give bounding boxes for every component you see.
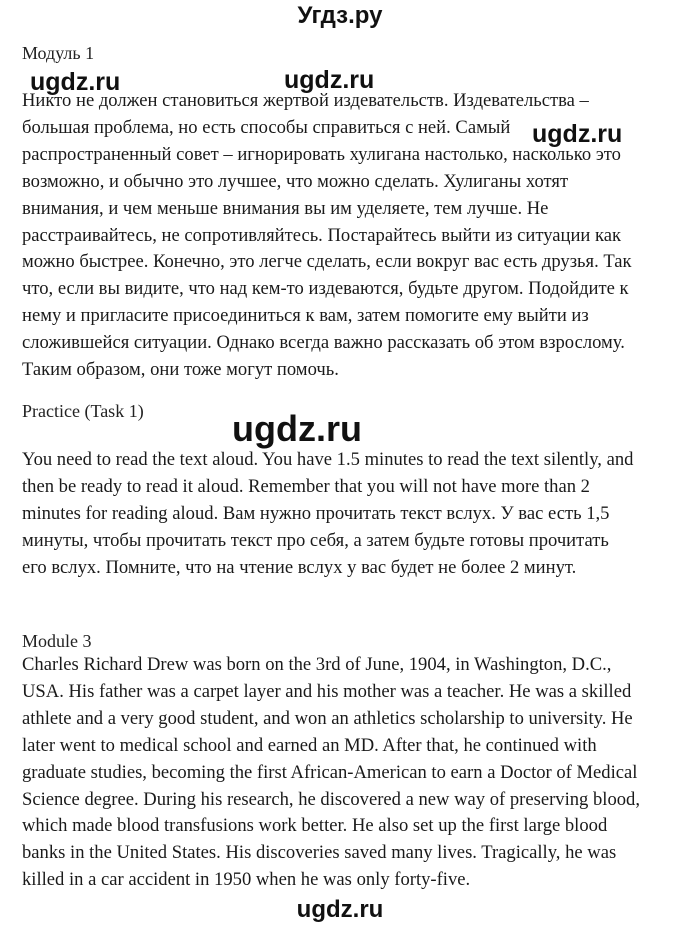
text-line: You need to read the text aloud. You have 1.5 minutes to read the text silently, and — [22, 449, 634, 470]
text-line: banks in the United States. His discoveries saved many lives. Tragically, he was — [22, 842, 617, 864]
watermark: ugdz.ru — [296, 896, 384, 923]
text-line: later went to medical school and earned an MD. After that, he continued with — [22, 734, 597, 756]
text-line: graduate studies, becoming the first African-American to earn a Doctor of Medical — [22, 761, 638, 783]
text-line: сложившейся ситуации. Однако всегда важно рассказать об этом взрослому. — [22, 332, 625, 354]
watermark: ugdz.ru — [30, 68, 121, 96]
text-line: Таким образом, они тоже могут помочь. — [22, 359, 339, 381]
text-line: Charles Richard Drew was born on the 3rd of June, 1904, in Washington, D.C., — [22, 654, 612, 675]
practice-text — [22, 447, 662, 582]
text-line: его вслух. Помните, что на чтение вслух у вас будет не более 2 минут. — [22, 556, 577, 578]
practice-heading: Practice (Task 1) — [22, 401, 144, 421]
text-line: нему и пригласите присоединиться к вам, затем помогите ему выйти из — [22, 305, 589, 327]
module-3-text — [22, 652, 662, 894]
text-line: возможно, и обычно это лучшее, что можно сделать. Хулиганы хотят — [22, 170, 569, 192]
watermark: ugdz.ru — [284, 66, 375, 94]
text-line: можно быстрее. Конечно, это легче сделать, если вокруг вас есть друзья. Так — [22, 251, 632, 273]
watermark: ugdz.ru — [532, 120, 623, 148]
text-line: внимания, и чем меньше внимания вы им уделяете, тем лучше. Не — [22, 197, 549, 219]
text-line: minutes for reading aloud. Вам нужно прочитать текст вслух. У вас есть 1,5 — [22, 502, 610, 524]
text-line: USA. His father was a carpet layer and his mother was a teacher. He was a skilled — [22, 680, 632, 702]
text-line: что, если вы видите, что над кем-то издеваются, будьте другом. Подойдите к — [22, 278, 629, 300]
module-3-heading: Module 3 — [22, 631, 92, 651]
text-line: минуты, чтобы прочитать текст про себя, а затем будьте готовы прочитать — [22, 529, 609, 551]
text-line: распространенный совет – игнорировать хулигана настолько, насколько это — [22, 143, 621, 165]
site-title: Угдз.ру — [297, 2, 383, 29]
text-line: расстраивайтесь, не сопротивляйтесь. Постарайтесь выйти из ситуации как — [22, 224, 622, 246]
watermark: ugdz.ru — [232, 408, 362, 449]
text-line: then be ready to read it aloud. Remember that you will not have more than 2 — [22, 475, 590, 497]
text-line: athlete and a very good student, and won an athletics scholarship to university. He — [22, 707, 633, 729]
text-line: which made blood transfusions work better. He also set up the first large blood — [22, 815, 608, 837]
text-line: Science degree. During his research, he discovered a new way of preserving blood, — [22, 788, 641, 810]
module-1-heading: Модуль 1 — [22, 43, 95, 63]
text-line: Никто не должен становиться жертвой издевательств. Издевательства – — [22, 90, 589, 111]
text-line: killed in a car accident in 1950 when he was only forty-five. — [22, 869, 471, 891]
text-line: большая проблема, но есть способы справиться с ней. Самый — [22, 116, 511, 138]
